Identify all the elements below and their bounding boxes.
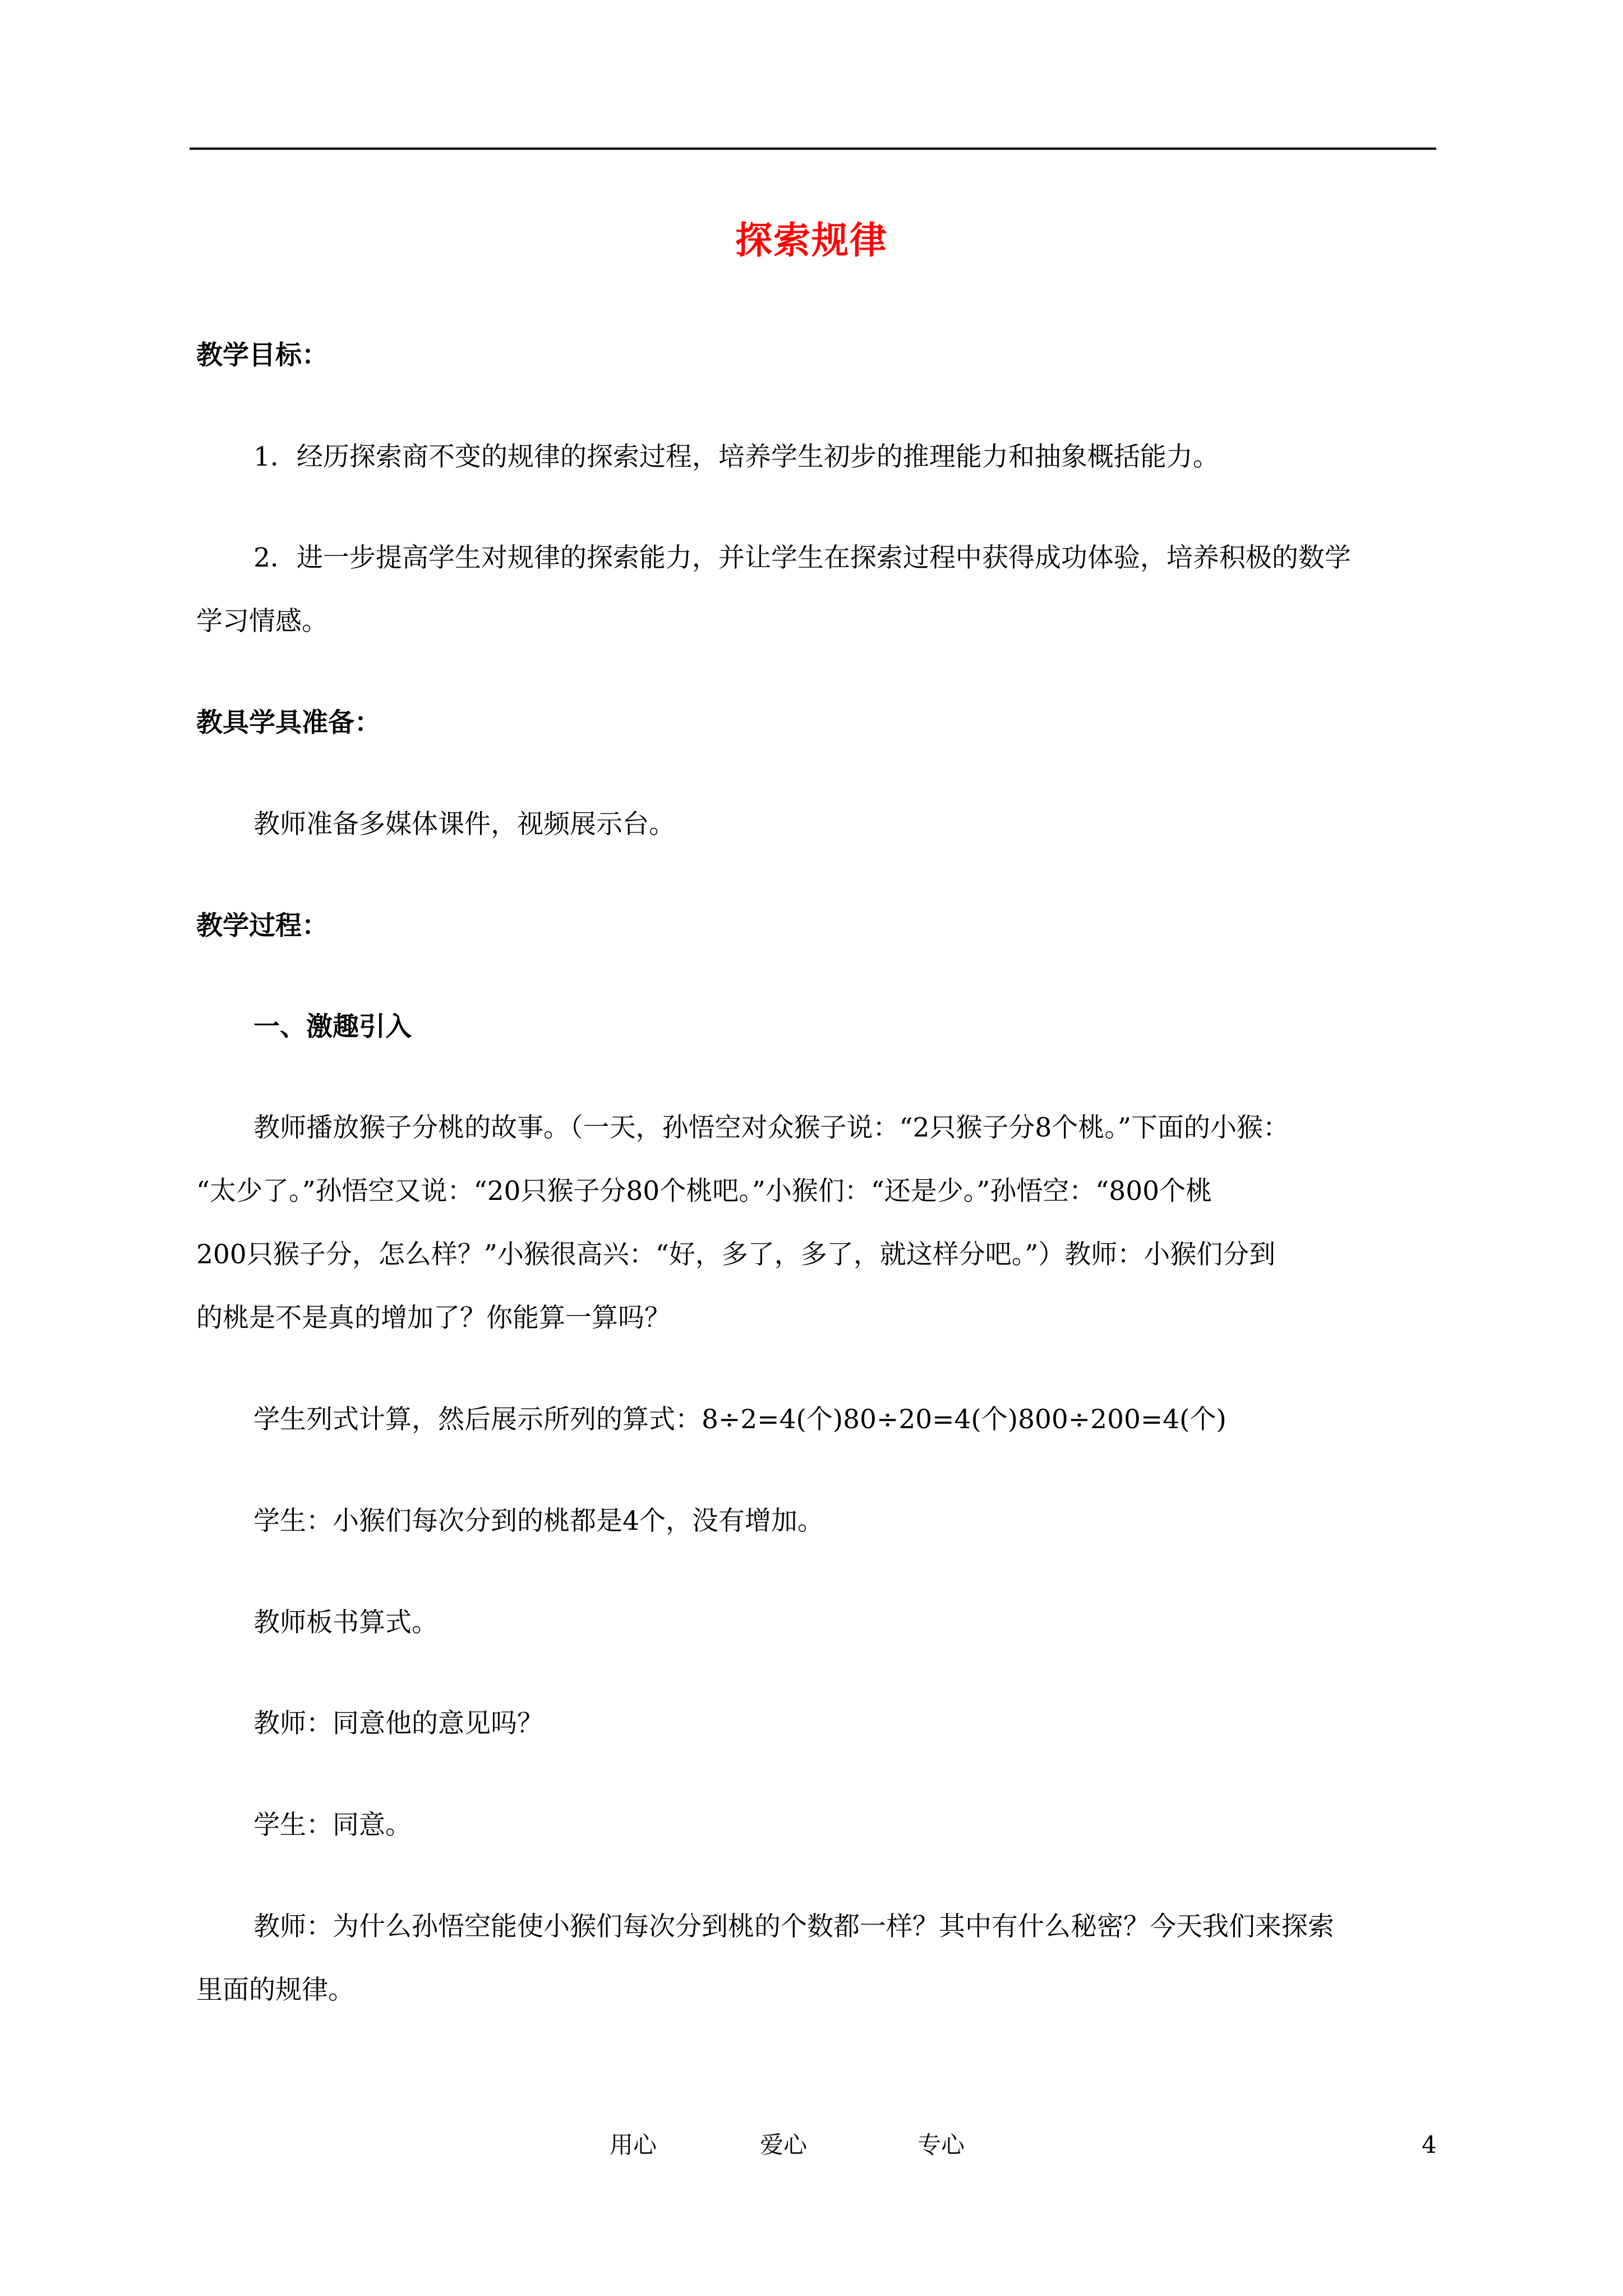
footer-word-2: 爱心 <box>760 2131 808 2159</box>
materials-text: 教师准备多媒体课件，视频展示台。 <box>253 809 675 840</box>
header-rule <box>190 148 1436 150</box>
teacher-why-line-1: 教师：为什么孙悟空能使小猴们每次分到桃的个数都一样？其中有什么秘密？今天我们来探索 <box>253 1911 1334 1942</box>
story-line-4: 的桃是不是真的增加了？你能算一算吗？ <box>196 1303 671 1333</box>
process-heading: 教学过程： <box>196 910 328 941</box>
materials-heading: 教具学具准备： <box>196 707 381 738</box>
teacher-ask-line: 教师：同意他的意见吗？ <box>253 1708 543 1739</box>
part1-heading: 一、激趣引入 <box>253 1011 412 1042</box>
footer-word-3: 专心 <box>917 2131 965 2159</box>
teacher-why-line-2: 里面的规律。 <box>196 1975 354 2005</box>
student-line: 学生：小猴们每次分到的桃都是4个，没有增加。 <box>253 1506 824 1536</box>
calc-line: 学生列式计算，然后展示所列的算式：8÷2=4(个)80÷20=4(个)800÷200=4(个) <box>253 1404 1227 1435</box>
story-line-3: 200只猴子分，怎么样？”小猴很高兴：“好，多了，多了，就这样分吧。”）教师：小猴们分到 <box>196 1239 1276 1270</box>
page-number: 4 <box>1422 2131 1437 2159</box>
goals-heading: 教学目标： <box>196 340 328 371</box>
teacher-board-line: 教师板书算式。 <box>253 1607 438 1638</box>
goal-2-line1: 2．进一步提高学生对规律的探索能力，并让学生在探索过程中获得成功体验，培养积极的数学 <box>253 542 1351 573</box>
goal-1: 1．经历探索商不变的规律的探索过程，培养学生初步的推理能力和抽象概括能力。 <box>253 441 1219 472</box>
footer-word-1: 用心 <box>610 2131 657 2159</box>
student-agree-line: 学生：同意。 <box>253 1810 412 1841</box>
story-line-2: “太少了。”孙悟空又说：“20只猴子分80个桃吧。”小猴们：“还是少。”孙悟空：“800个桃 <box>196 1176 1212 1207</box>
goal-2-line2: 学习情感。 <box>196 606 328 637</box>
story-line-1: 教师播放猴子分桃的故事。（一天，孙悟空对众猴子说：“2只猴子分8个桃。”下面的小猴： <box>253 1112 1289 1143</box>
document-title: 探索规律 <box>735 218 888 262</box>
